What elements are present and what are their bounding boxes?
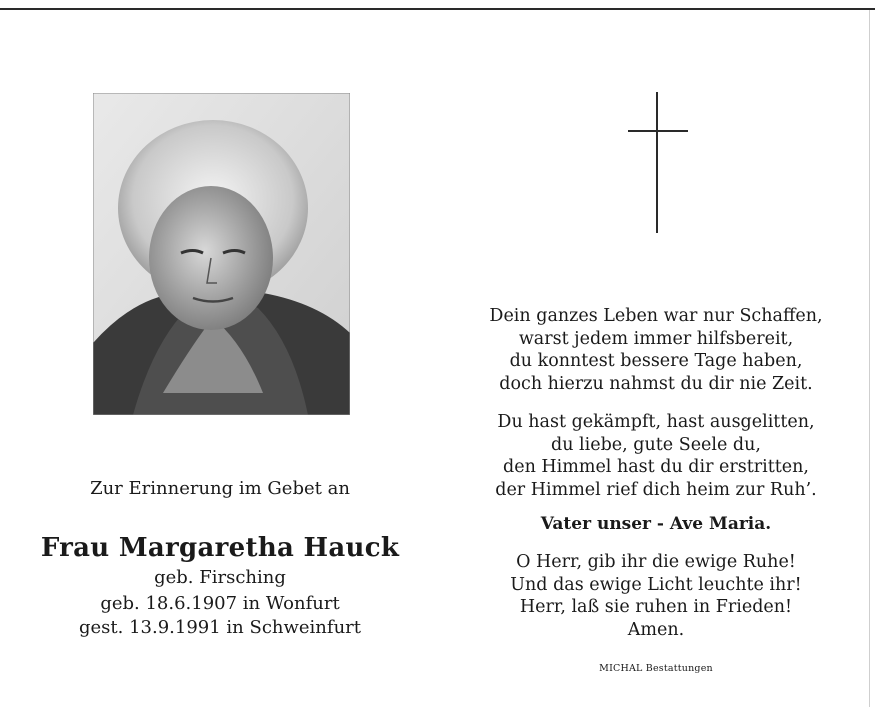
poem-stanza-3: [446, 551, 866, 641]
undertaker-credit: MICHAL Bestattungen: [599, 663, 713, 674]
portrait-photo: [93, 93, 350, 415]
poem-line: Dein ganzes Leben war nur Schaffen,: [489, 306, 823, 326]
poem-line: den Himmel hast du dir erstritten,: [503, 457, 809, 477]
poem-line: der Himmel rief dich heim zur Ruh’.: [495, 479, 817, 500]
poem-line: du liebe, gute Seele du,: [551, 434, 761, 455]
death-date: gest. 13.9.1991 in Schweinfurt: [79, 617, 361, 638]
poem-line: Du hast gekämpft, hast ausgelitten,: [497, 412, 815, 432]
poem-line: O Herr, gib ihr die ewige Ruhe!: [516, 552, 796, 572]
right-border-line: [869, 10, 870, 707]
memory-line: Zur Erinnerung im Gebet an: [90, 478, 350, 499]
poem-line: Herr, laß sie ruhen in Frieden!: [519, 597, 793, 617]
poem-line: warst jedem immer hilfsbereit,: [518, 328, 794, 349]
poem-line: Amen.: [627, 619, 685, 640]
cross-symbol: [628, 92, 688, 233]
top-border-line: [0, 8, 875, 10]
poem-line: du konntest bessere Tage haben,: [509, 351, 803, 371]
poem-line: doch hierzu nahmst du dir nie Zeit.: [499, 373, 813, 394]
birth-date: geb. 18.6.1907 in Wonfurt: [100, 593, 340, 614]
poem-stanza-1: [446, 305, 866, 395]
poem-line: Und das ewige Licht leuchte ihr!: [510, 574, 802, 595]
deceased-name: Frau Margaretha Hauck: [40, 533, 400, 563]
prayer-line: Vater unser - Ave Maria.: [540, 514, 772, 534]
poem-stanza-2: [446, 411, 866, 501]
birth-name: geb. Firsching: [154, 567, 286, 588]
